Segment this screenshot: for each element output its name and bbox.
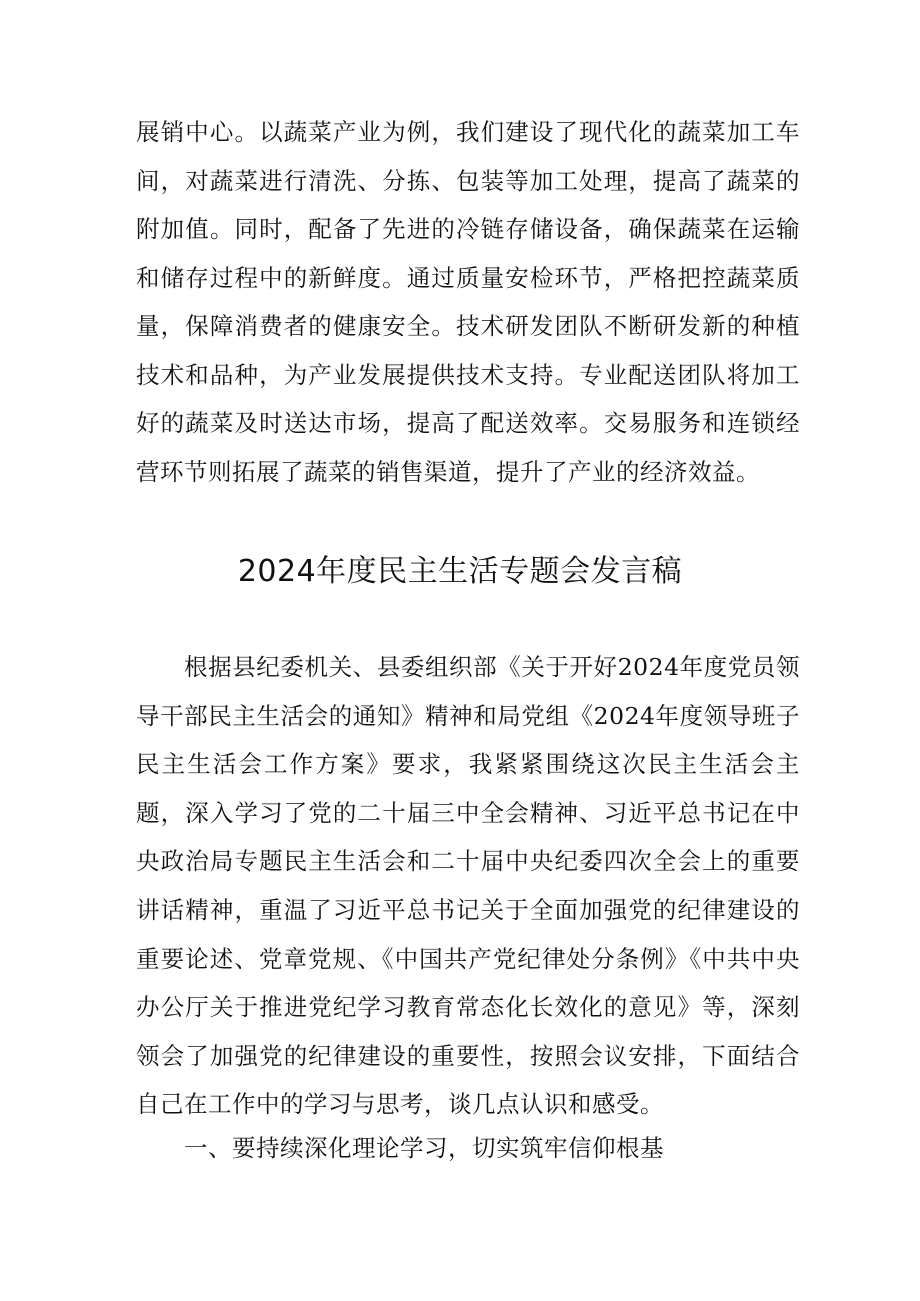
- intro-paragraph: 根据县纪委机关、县委组织部《关于开好2024年度党员领导干部民主生活会的通知》精神和局党组《2024年度领导班子民主生活会工作方案》要求，我紧紧围绕这次民主生活会主题，深入学习了党的二十届三中全会精神、习近平总书记在中央政治局专题民主生活会和二十届中央纪委四次全会上的重要讲话精神，重温了习近平总书记关于全面加强党的纪律建设的重要论述、党章党规、《中国共产党纪律处分条例》《中共中央办公厅关于推进党纪学习教育常态化长效化的意见》等，深刻领会了加强党的纪律建设的重要性，按照会议安排，下面结合自己在工作中的学习与思考，谈几点认识和感受。: [136, 653, 800, 1119]
- continuation-paragraph: 展销中心。以蔬菜产业为例，我们建设了现代化的蔬菜加工车间，对蔬菜进行清洗、分拣、包装等加工处理，提高了蔬菜的附加值。同时，配备了先进的冷链存储设备，确保蔬菜在运输和储存过程中的新鲜度。通过质量安检环节，严格把控蔬菜质量，保障消费者的健康安全。技术研发团队不断研发新的种植技术和品种，为产业发展提供技术支持。专业配送团队将加工好的蔬菜及时送达市场，提高了配送效率。交易服务和连锁经营环节则拓展了蔬菜的销售渠道，提升了产业的经济效益。: [136, 118, 800, 486]
- page-title: 2024年度民主生活专题会发言稿: [237, 554, 683, 589]
- section-heading: 一、要持续深化理论学习，切实筑牢信仰根基: [184, 1134, 664, 1162]
